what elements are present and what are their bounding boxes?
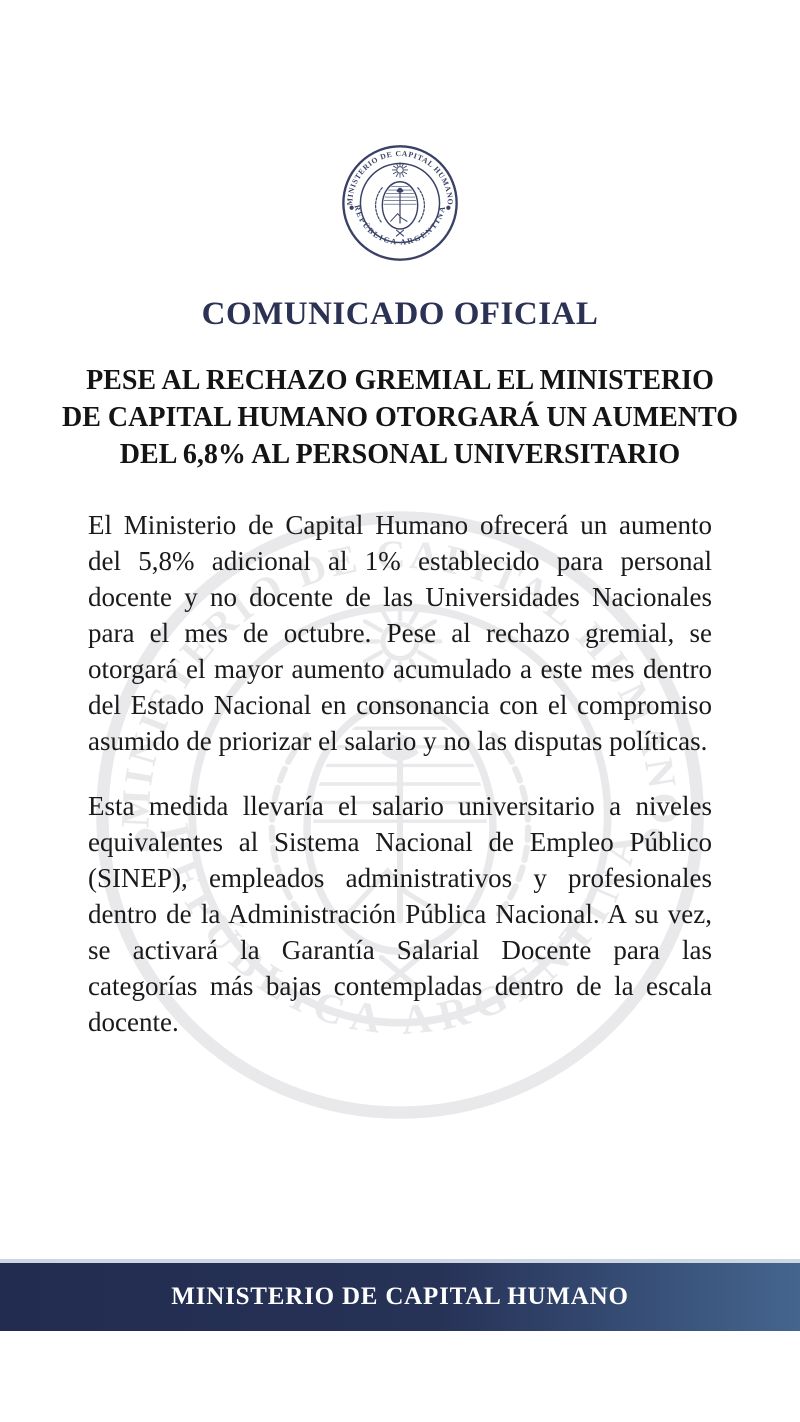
footer-ministry-label: MINISTERIO DE CAPITAL HUMANO bbox=[171, 1283, 629, 1310]
headline bbox=[0, 362, 800, 473]
headline-line-1: PESE AL RECHAZO GREMIAL EL MINISTERIO bbox=[86, 365, 714, 396]
seal-top-arc-label: MINISTERIO DE CAPITAL HUMANO bbox=[345, 148, 455, 206]
body-text bbox=[88, 507, 712, 1069]
headline-line-2: DE CAPITAL HUMANO OTORGARÁ UN AUMENTO bbox=[62, 402, 738, 433]
footer-bar bbox=[0, 1259, 800, 1331]
paragraph-2: Esta medida llevaría el salario universitario a niveles equivalentes al Sistema Nacional de Empleo Público (SINEP), empleados administrativos y profesionales dentro de la Administración Pública Nacional. A su vez, se activará la Garantía Salarial Docente para las categorías más bajas contempladas dentro de la escala docente. bbox=[88, 791, 712, 1037]
seal-bottom-arc-label: REPÚBLICA ARGENTINA bbox=[352, 203, 448, 247]
headline-line-3: DEL 6,8% AL PERSONAL UNIVERSITARIO bbox=[119, 439, 681, 470]
paragraph-1: El Ministerio de Capital Humano ofrecerá un aumento del 5,8% adicional al 1% establecido para personal docente y no docente de las Universidades Nacionales para el mes de octubre. Pese al rechazo gremial, se otorgará el mayor aumento acumulado a este mes dentro del Estado Nacional en consonancia con el compromiso asumido de priorizar el salario y no las disputas políticas. bbox=[88, 510, 712, 756]
ministry-seal-icon bbox=[341, 144, 459, 262]
communique-title: COMUNICADO OFICIAL bbox=[201, 296, 599, 332]
